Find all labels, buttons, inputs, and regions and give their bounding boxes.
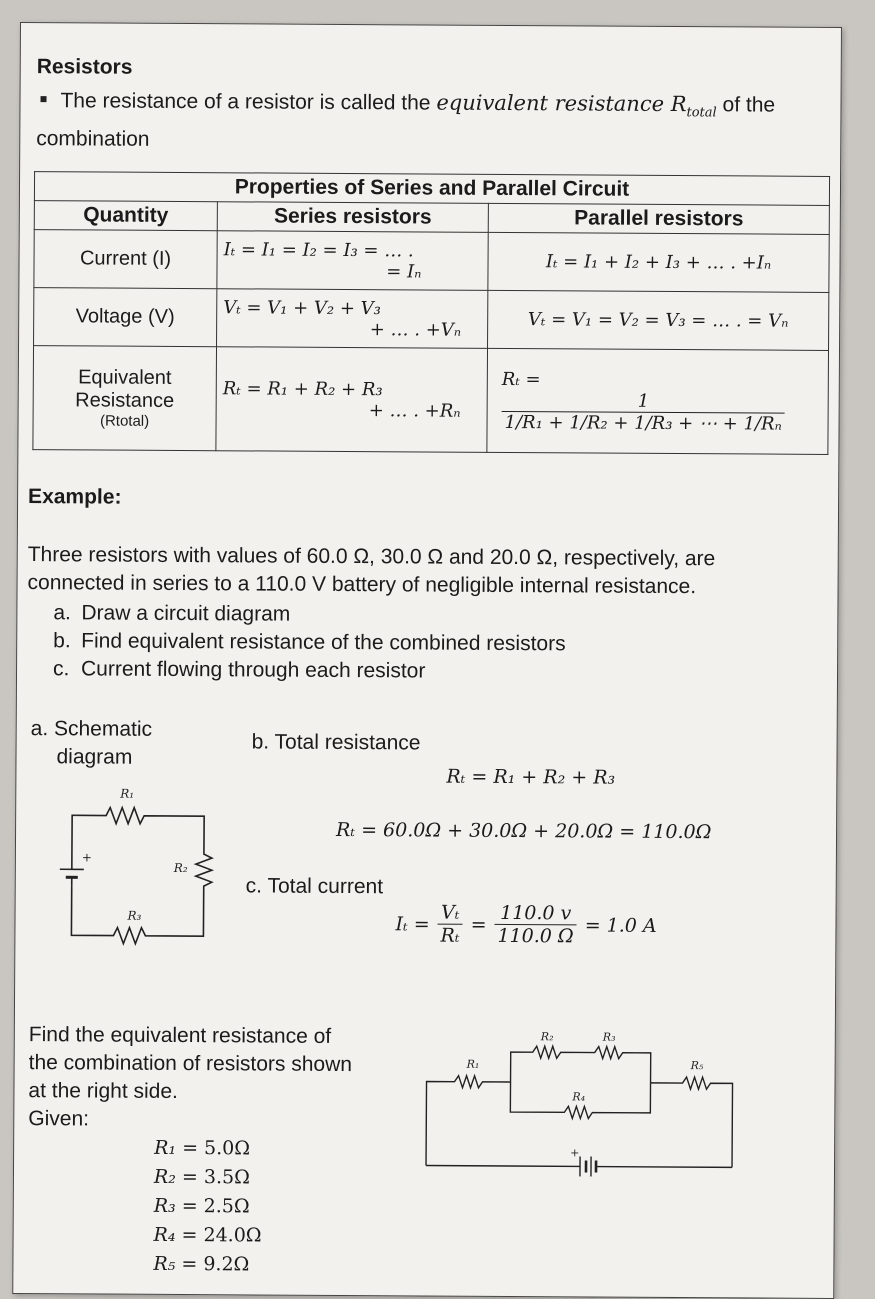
example-items bbox=[53, 599, 566, 686]
quantity-cell: Voltage (V) bbox=[34, 288, 217, 347]
total-resistance-calculation: Rₜ = 60.0Ω + 30.0Ω + 20.0Ω = 110.0Ω bbox=[336, 819, 711, 843]
bullet-definition: The resistance of a resistor is called the equivalent resistance $R_{total}$ of the combination bbox=[36, 85, 836, 159]
quantity-cell: Equivalent Resistance (Rtotal) bbox=[33, 346, 217, 451]
example-problem: Three resistors with values of 60.0 Ω, 30.0 Ω and 20.0 Ω, respectively, are connected in series to a 110.0 V battery of negligible internal resistance. bbox=[27, 541, 817, 602]
parallel-cell: Vₜ = V₁ = V₂ = V₃ = … . = Vₙ bbox=[488, 290, 829, 350]
example-title: Example: bbox=[28, 485, 122, 510]
r1-label: R₁ bbox=[119, 787, 134, 801]
list-item: c. Current flowing through each resistor bbox=[53, 655, 566, 686]
given-row: R₃ = 2.5Ω bbox=[154, 1192, 262, 1222]
parallel-fraction: $\frac{1}{\text{1/R₁ + 1/R₂ + 1/R₃ + ⋯ + 1/Rₙ}}$ bbox=[502, 389, 786, 434]
table-row bbox=[33, 346, 829, 455]
circuit-wire bbox=[71, 807, 212, 944]
total-resistance-formula: Rₜ = R₁ + R₂ + R₃ bbox=[446, 766, 615, 789]
header-parallel: Parallel resistors bbox=[488, 203, 829, 234]
given-row: R₄ = 24.0Ω bbox=[154, 1221, 262, 1251]
schematic-label: a. Schematic diagram bbox=[30, 715, 152, 772]
combination-circuit-diagram bbox=[414, 1025, 745, 1177]
total-current-equation: Iₜ = $\frac{\text{Vₜ}}{\text{Rₜ}}$ = $\frac{110.0 v}{110.0 \Omega}$ = 1.0 A bbox=[395, 901, 656, 948]
table-caption: Properties of Series and Parallel Circuit bbox=[34, 172, 829, 206]
properties-table bbox=[32, 171, 830, 455]
given-row: R₅ = 9.2Ω bbox=[153, 1250, 261, 1280]
header-series: Series resistors bbox=[217, 202, 488, 233]
table-row bbox=[34, 288, 829, 351]
r4-label: R₄ bbox=[571, 1090, 585, 1103]
worksheet-page bbox=[12, 22, 842, 1299]
section-title: Resistors bbox=[37, 55, 133, 80]
battery-plus-label: + bbox=[82, 850, 92, 864]
series-cell: Iₜ = I₁ = I₂ = I₃ = … . = Iₙ bbox=[217, 231, 488, 291]
bullet-icon bbox=[41, 97, 47, 103]
given-row: R₁ = 5.0Ω bbox=[154, 1134, 262, 1164]
total-resistance-label: b. Total resistance bbox=[252, 730, 421, 755]
list-item: b. Find equivalent resistance of the combined resistors bbox=[53, 627, 566, 658]
total-current-label: c. Total current bbox=[246, 874, 383, 899]
r5-label: R₅ bbox=[690, 1059, 704, 1072]
equivalent-resistance-term: equivalent resistance $R_{total}$ bbox=[436, 91, 717, 117]
given-row: R₂ = 3.5Ω bbox=[154, 1163, 262, 1193]
r2-label: R₂ bbox=[173, 861, 188, 875]
parallel-cell: Iₜ = I₁ + I₂ + I₃ + … . +Iₙ bbox=[488, 232, 829, 292]
r3-label: R₃ bbox=[127, 909, 142, 923]
given-values bbox=[153, 1134, 262, 1280]
list-item: a. Draw a circuit diagram bbox=[53, 599, 566, 630]
series-circuit-diagram bbox=[35, 773, 236, 954]
r3-label: R₃ bbox=[602, 1031, 616, 1044]
header-quantity: Quantity bbox=[34, 201, 217, 231]
problem2-text: Find the equivalent resistance of the combination of resistors shown at the right side. Given: bbox=[28, 1021, 352, 1135]
r2-label: R₂ bbox=[540, 1030, 554, 1043]
r1-label: R₁ bbox=[466, 1058, 480, 1071]
quantity-cell: Current (I) bbox=[34, 230, 217, 289]
battery-plus-label: + bbox=[570, 1146, 579, 1159]
table-row bbox=[34, 230, 829, 293]
series-cell: Vₜ = V₁ + V₂ + V₃ + … . +Vₙ bbox=[217, 289, 488, 349]
series-cell: Rₜ = R₁ + R₂ + R₃ + … . +Rₙ bbox=[216, 347, 488, 453]
parallel-cell: Rₜ = $\frac{1}{\text{1/R₁ + 1/R₂ + 1/R₃ + ⋯ + 1/Rₙ}}$ bbox=[487, 348, 829, 454]
